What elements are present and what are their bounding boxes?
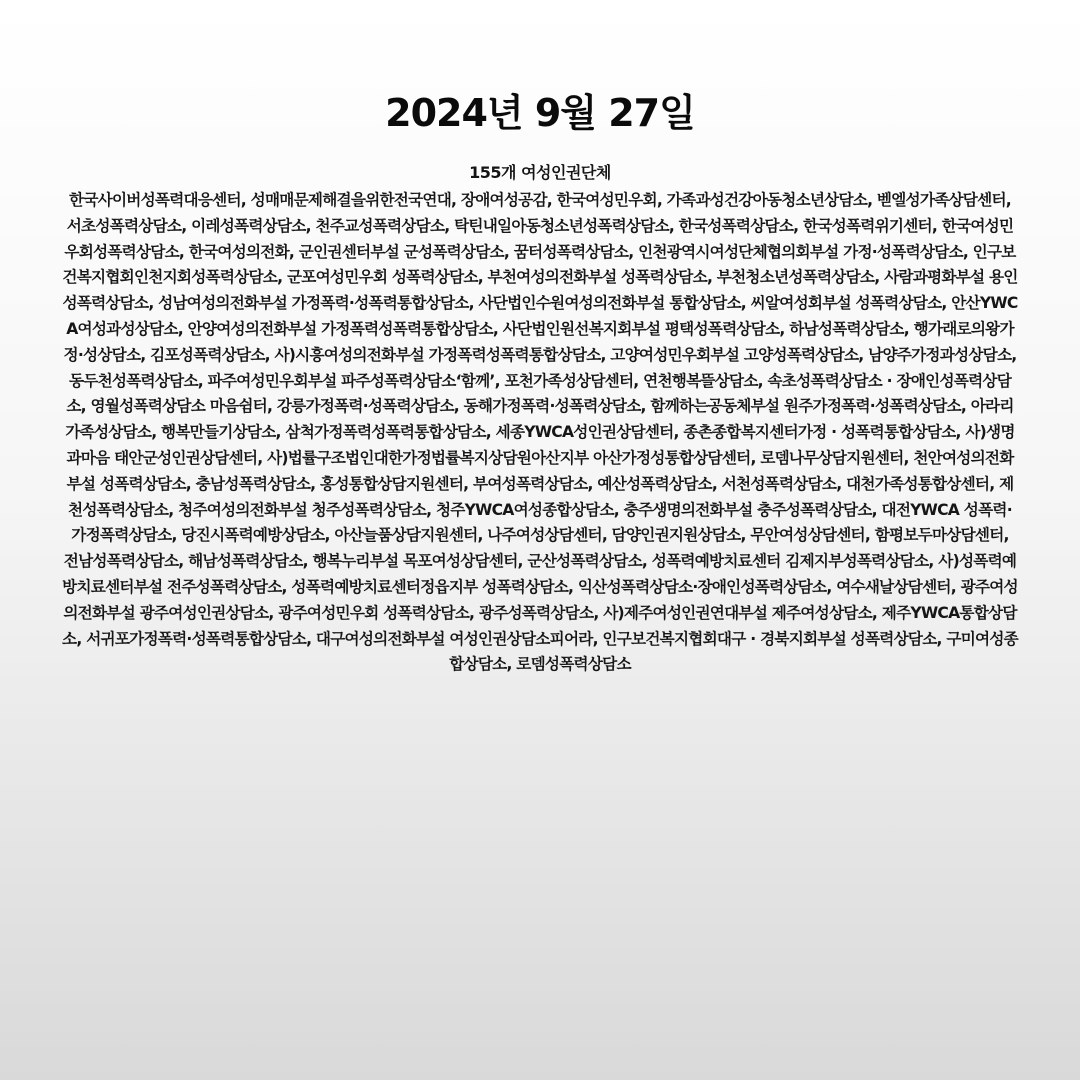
date-heading: 2024년 9월 27일 — [385, 91, 695, 135]
organization-list: 한국사이버성폭력대응센터, 성매매문제해결을위한전국연대, 장애여성공감, 한국여성민우회, 가족과성건강아동청소년상담소, 벧엘성가족상담센터, 서초성폭력상담소, 이레성폭력상담소, 천주교성폭력상담소, 탁틴내일아동청소년성폭력상담소, 한국성폭력상담소, 한국성폭력위기센터, 한국여성민우회성폭력상담소, 한국여성의전화, 군인권센터부설 군성폭력상담소, 꿈터성폭력상담소, 인천광역시여성단체협의회부설 가정·성폭력상담소, 인구보건복지협회인천지회성폭력상담소, 군포여성민우회 성폭력상담소, 부천여성의전화부설 성폭력상담소, 부천청소년성폭력상담소, 사람과평화부설 용인성폭력상담소, 성남여성의전화부설 가정폭력·성폭력통합상담소, 사단법인수원여성의전화부설 통합상담소, 씨알여성회부설 성폭력상담소, 안산YWCA여성과성상담소, 안양여성의전화부설 가정폭력성폭력통합상담소, 사단법인원선복지회부설 평택성폭력상담소, 하남성폭력상담소, 행가래로의왕가정·성상담소, 김포성폭력상담소, 사)시흥여성의전화부설 가정폭력성폭력통합상담소, 고양여성민우회부설 고양성폭력상담소, 남양주가정과성상담소, 동두천성폭력상담소, 파주여성민우회부설 파주성폭력상담소‘함께’, 포천가족성상담센터, 연천행복뜰상담소, 속초성폭력상담소 · 장애인성폭력상담소, 영월성폭력상담소 마음쉼터, 강릉가정폭력·성폭력상담소, 동해가정폭력·성폭력상담소, 함께하는공동체부설 원주가정폭력·성폭력상담소, 아라리가족성상담소, 행복만들기상담소, 삼척가정폭력성폭력통합상담소, 세종YWCA성인권상담센터, 종촌종합복지센터가정 · 성폭력통합상담소, 사)생명과마음 태안군성인권상담센터, 사)법률구조법인대한가정법률복지상담원아산지부 아산가정성통합상담센터, 로뎀나무상담지원센터, 천안여성의전화부설 성폭력상담소, 충남성폭력상담소, 홍성통합상담지원센터, 부여성폭력상담소, 예산성폭력상담소, 서천성폭력상담소, 대천가족성통합상센터, 제천성폭력상담소, 청주여성의전화부설 청주성폭력상담소, 청주YWCA여성종합상담소, 충주생명의전화부설 충주성폭력상담소, 대전YWCA 성폭력·가정폭력상담소, 당진시폭력예방상담소, 아산늘품상담지원센터, 나주여성상담센터, 담양인권지원상담소, 무안여성상담센터, 함평보두마상담센터, 전남성폭력상담소, 해남성폭력상담소, 행복누리부설 목포여성상담센터, 군산성폭력상담소, 성폭력예방치료센터 김제지부성폭력상담소, 사)성폭력예방치료센터부설 전주성폭력상담소, 성폭력예방치료센터정읍지부 성폭력상담소, 익산성폭력상담소·장애인성폭력상담소, 여수새날상담센터, 광주여성의전화부설 광주여성인권상담소, 광주여성민우회 성폭력상담소, 광주성폭력상담소, 사)제주여성인권연대부설 제주여성상담소, 제주YWCA통합상담소, 서귀포가정폭력·성폭력통합상담소, 대구여성의전화부설 여성인권상담소피어라, 인구보건복지협회대구 · 경북지회부설 성폭력상담소, 구미여성종합상담소, 로뎀성폭력상담소 — [62, 191, 1018, 674]
organization-count-title: 155개 여성인권단체 — [469, 163, 611, 182]
